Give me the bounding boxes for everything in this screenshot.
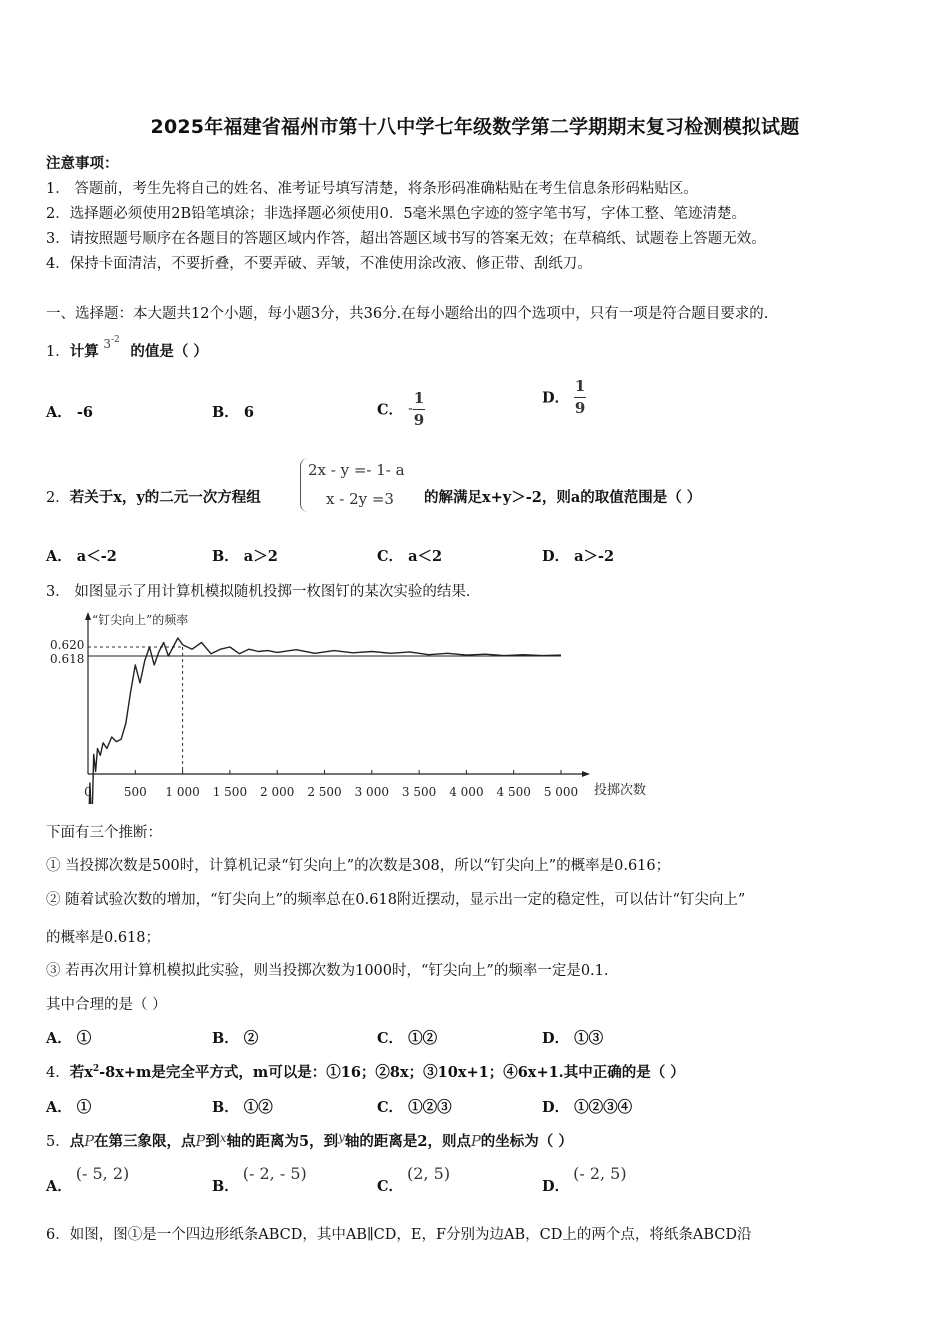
x-tick-label: 0 (84, 785, 92, 799)
statement-2-cont: 的概率是0.618； (46, 930, 161, 946)
option-d[interactable]: D． ①②③④ (542, 1099, 633, 1116)
notice-item: 1． 答题前，考生先将自己的姓名、准考证号填写清楚，将条形码准确粘贴在考生信息条形码粘贴区。 (46, 181, 698, 197)
x-tick-label: 500 (123, 785, 147, 799)
notice-heading: 注意事项： (46, 155, 119, 172)
option-b[interactable]: B． a＞2 (212, 548, 278, 565)
notice-item: 4．保持卡面清洁，不要折叠，不要弄破、弄皱，不准使用涂改液、修正带、刮纸刀。 (46, 256, 592, 272)
question-3-ask: 其中合理的是（ ） (46, 997, 167, 1013)
fraction: $\frac{1}{9}$ (574, 377, 586, 417)
notice-item: 2．选择题必须使用2B铅笔填涂；非选择题必须使用0．5毫米黑色字迹的签字笔书写，字体工整、笔迹清楚。 (46, 206, 747, 222)
y-axis-arrow (85, 612, 91, 620)
statements-intro: 下面有三个推断： (46, 825, 162, 841)
option-a[interactable]: A． -6 (46, 404, 93, 421)
x-axis-arrow (582, 771, 590, 777)
question-3: 3． 如图显示了用计算机模拟随机投掷一枚图钉的某次实验的结果． (46, 584, 481, 600)
x-tick-label: 1 500 (212, 785, 248, 799)
x-tick-label: 4 000 (449, 785, 484, 799)
option-c[interactable]: C． - $\frac{1}{9}$ (377, 389, 425, 429)
x-tick-label: 3 000 (354, 785, 389, 799)
option-a[interactable]: A． ① (46, 1099, 92, 1116)
option-c[interactable]: C． ①②③ (377, 1099, 452, 1116)
statement-3: ③ 若再次用计算机模拟此实验，则当投掷次数为1000时，“钉尖向上”的频率一定是0.1. (46, 963, 609, 979)
y-tick-label: 0.618 (50, 652, 85, 666)
question-2-condition: 的解满足x+y＞-2，则a的取值范围是（ ） (424, 489, 702, 506)
question-1: 1．计算 $^{3-2}$ 的值是（ ） (46, 335, 208, 360)
question-5: 5．点P在第三象限，点P到$^x$轴的距离为5，到$^y$轴的距离是2，则点P的坐标为（ ） (46, 1130, 573, 1150)
power-base: 3 (103, 337, 111, 351)
option-c[interactable]: C． a＜2 (377, 548, 443, 565)
x-axis-label: 投掷次数 (594, 783, 647, 798)
fraction: $\frac{1}{9}$ (413, 389, 425, 429)
statement-1: ① 当投掷次数是500时，计算机记录“钉尖向上”的次数是308，所以“钉尖向上”的概率是0.616； (46, 858, 671, 874)
power-exponent: -2 (110, 335, 120, 346)
x-tick-label: 4 500 (496, 785, 531, 799)
frequency-series-line (88, 638, 561, 804)
option-b[interactable]: B． ② (212, 1030, 259, 1047)
page-title: 2025年福建省福州市第十八中学七年级数学第二学期期末复习检测模拟试题 (150, 116, 800, 138)
x-tick-label: 3 500 (401, 785, 437, 799)
option-d[interactable]: D． $\frac{1}{9}$ (542, 377, 586, 417)
option-d[interactable]: D． ①③ (542, 1030, 604, 1047)
x-tick-label: 2 000 (260, 785, 295, 799)
option-b[interactable]: B．(- 2, - 5) (212, 1164, 307, 1195)
question-2: 2．若关于x，y的二元一次方程组 (46, 489, 261, 506)
notice-item: 3．请按照题号顺序在各题目的答题区域内作答，超出答题区域书写的答案无效；在草稿纸、试题卷上答题无效。 (46, 231, 766, 247)
option-c[interactable]: C． ①② (377, 1030, 438, 1047)
x-tick-label: 5 000 (543, 785, 579, 799)
option-a[interactable]: A． a＜-2 (46, 548, 117, 565)
x-tick-label: 1 000 (165, 785, 200, 799)
statement-2: ② 随着试验次数的增加，“钉尖向上”的频率总在0.618附近摆动，显示出一定的稳定性，可以估计“钉尖向上” (46, 892, 746, 908)
option-a[interactable]: A．(- 5, 2) (46, 1164, 130, 1195)
question-number: 1． (46, 344, 70, 360)
equation-2: x - 2y =3 (326, 490, 394, 508)
y-axis-label: “钉尖向上”的频率 (92, 613, 189, 627)
frequency-chart (44, 604, 664, 804)
option-c[interactable]: C．(2, 5) (377, 1164, 451, 1195)
option-a[interactable]: A． ① (46, 1030, 92, 1047)
x-tick-label: 2 500 (307, 785, 342, 799)
option-b[interactable]: B． 6 (212, 404, 254, 421)
option-d[interactable]: D． a＞-2 (542, 548, 615, 565)
equation-1: 2x - y =- 1- a (308, 461, 405, 479)
y-tick-label: 0.620 (50, 638, 85, 652)
option-b[interactable]: B． ①② (212, 1099, 273, 1116)
option-d[interactable]: D．(- 2, 5) (542, 1164, 627, 1195)
question-4: 4．若$x^2-8x+m$是完全平方式，m可以是：①16；②8x；③10x+1；④6x+1.其中正确的是（ ） (46, 1064, 685, 1081)
section-heading: 一、选择题：本大题共12个小题，每小题3分，共36分.在每小题给出的四个选项中，只有一项是符合题目要求的. (46, 306, 769, 322)
question-6: 6．如图，图①是一个四边形纸条ABCD，其中AB∥CD，E，F分别为边AB，CD上的两个点，将纸条ABCD沿 (46, 1227, 752, 1243)
